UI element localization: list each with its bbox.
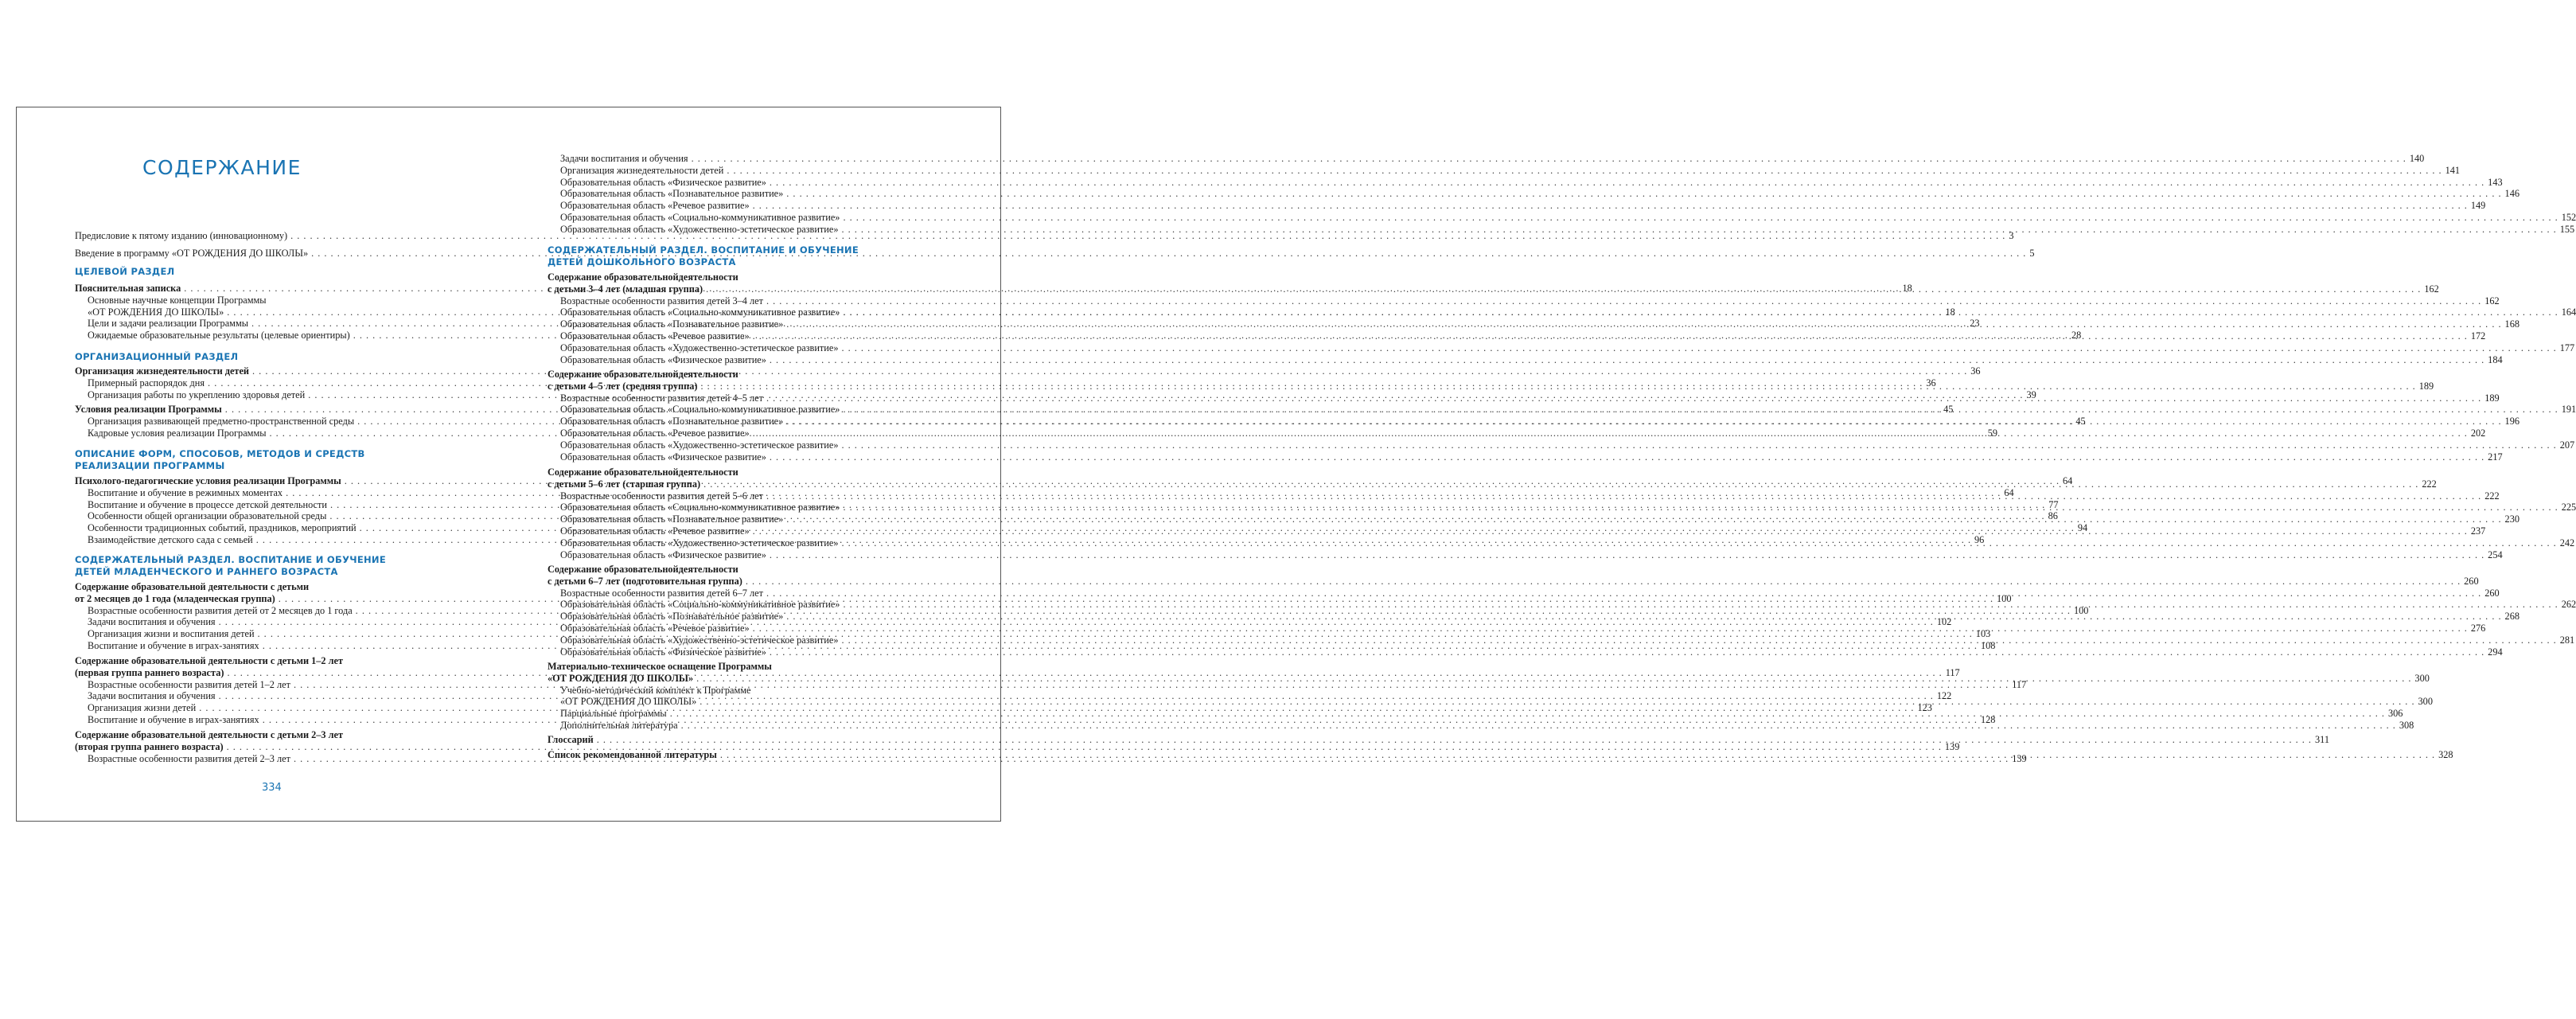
toc-entry[interactable]: Возрастные особенности развития детей 1–2 лет . . . 117 <box>75 679 458 691</box>
toc-entry[interactable]: Особенности общей организации образовательной среды . . . 86 <box>75 510 458 522</box>
section-heading: ОРГАНИЗАЦИОННЫЙ РАЗДЕЛ <box>75 351 239 362</box>
toc-entry[interactable]: Образовательная область «Художественно-эстетическое развитие» . . . 177 <box>548 342 937 354</box>
toc-entry[interactable]: Образовательная область «Познавательное развитие» . . . 146 <box>548 188 937 200</box>
toc-entry[interactable]: Воспитание и обучение в играх-занятиях . . . 108 <box>75 640 458 652</box>
toc-entry[interactable]: (первая группа раннего возраста) . . . 117 <box>75 667 458 679</box>
toc-entry[interactable]: Возрастные особенности развития детей от 2 месяцев до 1 года . . . 100 <box>75 605 458 617</box>
toc-entry-line: Содержание образовательной деятельности с детьми <box>75 581 310 592</box>
toc-entry-line: Содержание образовательнойдеятельности <box>548 369 739 380</box>
toc-entry[interactable]: Образовательная область «Социально-коммуникативное развитие» . . . 152 <box>548 212 937 224</box>
toc-entry[interactable]: Психолого-педагогические условия реализации Программы . . . 64 <box>75 475 458 487</box>
toc-entry[interactable]: Образовательная область «Речевое развитие» . . . 202 <box>548 428 937 439</box>
toc-entry[interactable]: Организация развивающей предметно-пространственной среды . . . 45 <box>75 416 458 428</box>
toc-entry[interactable]: с детьми 3–4 лет (младшая группа) . . . 162 <box>548 283 937 295</box>
page-number: 334 <box>262 782 282 794</box>
toc-entry[interactable]: Организация работы по укреплению здоровья детей . . . 39 <box>75 389 458 401</box>
toc-entry[interactable]: Образовательная область «Физическое развитие» . . . 294 <box>548 646 937 658</box>
toc-entry[interactable]: Цели и задачи реализации Программы . . . 23 <box>75 318 458 330</box>
toc-entry-line: Содержание образовательной деятельности с детьми 1–2 лет <box>75 655 344 666</box>
toc-entry[interactable]: Образовательная область «Социально-коммуникативное развитие» . . . 262 <box>548 599 937 611</box>
toc-entry[interactable]: Предисловие к пятому изданию (инновационному) . . . 3 <box>75 230 458 242</box>
toc-entry[interactable]: Организация жизни и воспитания детей . . . 103 <box>75 628 458 640</box>
section-heading-cont: ДЕТЕЙ ДОШКОЛЬНОГО ВОЗРАСТА <box>548 256 736 267</box>
toc-entry-line: Содержание образовательнойдеятельности <box>548 271 739 283</box>
toc-entry[interactable]: Особенности традиционных событий, праздников, мероприятий . . . 94 <box>75 522 458 534</box>
toc-entry[interactable]: Дополнительная литература . . . 308 <box>548 720 937 732</box>
toc-entry[interactable]: Воспитание и обучение в играх-занятиях . . . 128 <box>75 714 458 726</box>
toc-entry[interactable]: Образовательная область «Физическое развитие» . . . 184 <box>548 354 937 366</box>
toc-entry[interactable]: Пояснительная записка . . . 18 <box>75 283 458 295</box>
toc-entry-line: Содержание образовательнойдеятельности <box>548 564 739 575</box>
toc-entry[interactable]: «ОТ РОЖДЕНИЯ ДО ШКОЛЫ» . . . 300 <box>548 696 937 708</box>
toc-entry[interactable]: Образовательная область «Художественно-эстетическое развитие» . . . 281 <box>548 634 937 646</box>
toc-entry[interactable]: «ОТ РОЖДЕНИЯ ДО ШКОЛЫ» . . . 300 <box>548 673 937 685</box>
toc-entry[interactable]: Возрастные особенности развития детей 2–3 лет . . . 139 <box>75 753 458 765</box>
toc-entry[interactable]: Образовательная область «Познавательное развитие» . . . 196 <box>548 416 937 428</box>
section-heading: СОДЕРЖАТЕЛЬНЫЙ РАЗДЕЛ. ВОСПИТАНИЕ И ОБУЧЕНИЕ <box>548 244 859 256</box>
toc-entry[interactable]: Образовательная область «Физическое развитие» . . . 254 <box>548 549 937 561</box>
toc-entry[interactable]: Образовательная область «Речевое развитие» . . . 276 <box>548 623 937 634</box>
toc-entry[interactable]: от 2 месяцев до 1 года (младенческая группа) . . . 100 <box>75 593 458 605</box>
toc-entry[interactable]: Взаимодействие детского сада с семьей . . . 96 <box>75 534 458 546</box>
toc-entry[interactable]: Образовательная область «Социально-коммуникативное развитие» . . . 191 <box>548 404 937 416</box>
page-title: СОДЕРЖАНИЕ <box>142 156 302 179</box>
toc-entry-bibliography[interactable]: Список рекомендованной литературы . . . 328 <box>548 749 937 761</box>
toc-entry[interactable]: Образовательная область «Социально-коммуникативное развитие» . . . 164 <box>548 306 937 318</box>
toc-entry[interactable]: «ОТ РОЖДЕНИЯ ДО ШКОЛЫ» . . . 18 <box>75 306 458 318</box>
toc-entry[interactable]: Организация жизнедеятельности детей . . . 141 <box>548 165 937 177</box>
toc-entry-line: Содержание образовательнойдеятельности <box>548 467 739 478</box>
toc-entry[interactable]: Ожидаемые образовательные результаты (целевые ориентиры) . . . 28 <box>75 330 458 342</box>
toc-entry-glossary[interactable]: Глоссарий . . . 311 <box>548 734 937 746</box>
section-heading-cont: РЕАЛИЗАЦИИ ПРОГРАММЫ <box>75 459 225 471</box>
toc-entry[interactable]: Возрастные особенности развития детей 4–5 лет . . . 189 <box>548 392 937 404</box>
toc-entry[interactable]: Образовательная область «Речевое развитие» . . . 149 <box>548 200 937 212</box>
toc-entry[interactable]: Воспитание и обучение в режимных моментах . . . 64 <box>75 487 458 499</box>
section-heading: ЦЕЛЕВОЙ РАЗДЕЛ <box>75 266 175 277</box>
toc-entry[interactable]: Образовательная область «Физическое развитие» . . . 143 <box>548 177 937 189</box>
toc-entry[interactable]: Образовательная область «Социально-коммуникативное развитие» . . . 225 <box>548 502 937 513</box>
toc-entry[interactable]: Организация жизнедеятельности детей . . . 36 <box>75 365 458 377</box>
toc-entry[interactable]: с детьми 5–6 лет (старшая группа) . . . 222 <box>548 478 937 490</box>
toc-entry-line: Материально-техническое оснащение Программы <box>548 661 772 672</box>
toc-entry[interactable]: Образовательная область «Речевое развитие» . . . 237 <box>548 525 937 537</box>
toc-entry-line: Основные научные концепции Программы <box>88 294 267 306</box>
section-heading: СОДЕРЖАТЕЛЬНЫЙ РАЗДЕЛ. ВОСПИТАНИЕ И ОБУЧЕНИЕ <box>75 554 386 565</box>
section-heading-cont: ДЕТЕЙ МЛАДЕНЧЕСКОГО И РАННЕГО ВОЗРАСТА <box>75 565 338 577</box>
toc-entry-line: Учебно-методический комплект к Программе <box>560 684 751 696</box>
toc-entry[interactable]: Задачи воспитания и обучения . . . 122 <box>75 690 458 702</box>
toc-entry[interactable]: Парциальные программы . . . 306 <box>548 708 937 720</box>
toc-entry-line: Содержание образовательной деятельности с детьми 2–3 лет <box>75 729 344 740</box>
toc-entry[interactable]: Образовательная область «Познавательное развитие» . . . 268 <box>548 611 937 623</box>
toc-entry[interactable]: Кадровые условия реализации Программы . . . 59 <box>75 428 458 439</box>
toc-entry[interactable]: Воспитание и обучение в процессе детской деятельности . . . 77 <box>75 499 458 511</box>
toc-entry[interactable]: Образовательная область «Художественно-эстетическое развитие» . . . 242 <box>548 537 937 549</box>
toc-entry[interactable]: Образовательная область «Художественно-эстетическое развитие» . . . 207 <box>548 439 937 451</box>
toc-entry[interactable]: Образовательная область «Художественно-эстетическое развитие» . . . 155 <box>548 224 937 236</box>
toc-entry[interactable]: Условия реализации Программы . . . 45 <box>75 404 458 416</box>
section-heading: ОПИСАНИЕ ФОРМ, СПОСОБОВ, МЕТОДОВ И СРЕДСТВ <box>75 448 365 459</box>
toc-entry[interactable]: Примерный распорядок дня . . . 36 <box>75 377 458 389</box>
toc-entry[interactable]: Введение в программу «ОТ РОЖДЕНИЯ ДО ШКОЛЫ» . . . 5 <box>75 248 458 260</box>
toc-entry[interactable]: Образовательная область «Физическое развитие» . . . 217 <box>548 451 937 463</box>
toc-entry[interactable]: Задачи воспитания и обучения . . . 140 <box>548 153 937 165</box>
toc-entry[interactable]: с детьми 4–5 лет (средняя группа) . . . 189 <box>548 381 937 392</box>
toc-entry[interactable]: Организация жизни детей . . . 123 <box>75 702 458 714</box>
toc-entry[interactable]: Возрастные особенности развития детей 5–6 лет . . . 222 <box>548 490 937 502</box>
toc-entry[interactable]: (вторая группа раннего возраста) . . . 139 <box>75 741 458 753</box>
toc-entry[interactable]: Возрастные особенности развития детей 6–7 лет . . . 260 <box>548 588 937 599</box>
toc-entry[interactable]: Образовательная область «Речевое развитие» . . . 172 <box>548 330 937 342</box>
toc-entry[interactable]: Образовательная область «Познавательное развитие» . . . 230 <box>548 513 937 525</box>
toc-entry[interactable]: Возрастные особенности развития детей 3–4 лет . . . 162 <box>548 295 937 307</box>
toc-entry[interactable]: Задачи воспитания и обучения . . . 102 <box>75 616 458 628</box>
toc-entry[interactable]: Образовательная область «Познавательное развитие» . . . 168 <box>548 318 937 330</box>
toc-entry[interactable]: с детьми 6–7 лет (подготовительная группа) . . . 260 <box>548 576 937 588</box>
